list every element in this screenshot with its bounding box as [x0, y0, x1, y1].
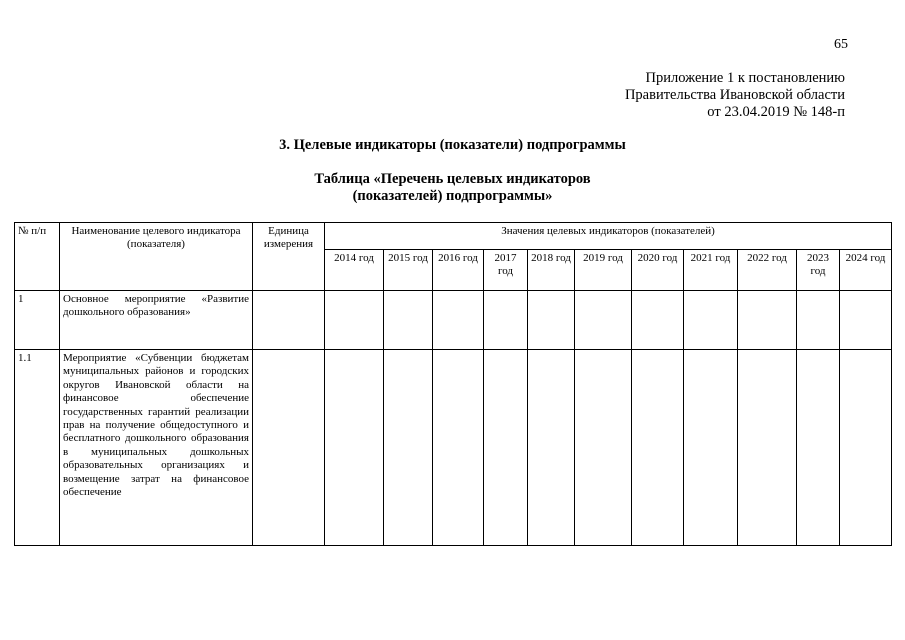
- header-num: № п/п: [15, 223, 60, 291]
- header-year: 2021 год: [684, 250, 738, 291]
- page-number: 65: [834, 37, 848, 52]
- row-value: [797, 350, 840, 546]
- row-name: Мероприятие «Субвенции бюджетам муниципальных районов и городских округов Ивановской области на финансовое обеспечение государственных гарантий реализации прав на получение общедоступного и бесплатного дошкольного образования в муниципальных дошкольных образовательных организациях и возмещение затрат на финансовое обеспечение: [60, 350, 253, 546]
- row-value: [484, 291, 528, 350]
- appendix-line-1: Приложение 1 к постановлению: [645, 70, 845, 86]
- row-num: 1.1: [15, 350, 60, 546]
- row-value: [384, 291, 433, 350]
- row-value: [684, 350, 738, 546]
- row-name: Основное мероприятие «Развитие дошкольного образования»: [60, 291, 253, 350]
- row-unit: [253, 350, 325, 546]
- header-values: Значения целевых индикаторов (показателей): [325, 223, 892, 250]
- header-unit: Единица измерения: [253, 223, 325, 291]
- appendix-line-2: Правительства Ивановской области: [624, 87, 845, 103]
- header-year: 2016 год: [433, 250, 484, 291]
- row-value: [840, 291, 892, 350]
- row-value: [484, 350, 528, 546]
- row-value: [528, 350, 575, 546]
- row-value: [575, 350, 632, 546]
- appendix-line-3: от 23.04.2019 № 148-п: [707, 104, 845, 120]
- header-year: 2024 год: [840, 250, 892, 291]
- table-row: [15, 291, 892, 350]
- row-value: [384, 350, 433, 546]
- row-value: [738, 350, 797, 546]
- row-value: [325, 291, 384, 350]
- indicators-table: [14, 222, 892, 546]
- appendix-note: [625, 70, 845, 121]
- header-year: 2018 год: [528, 250, 575, 291]
- row-unit: [253, 291, 325, 350]
- table-title: [0, 171, 905, 205]
- row-value: [433, 291, 484, 350]
- row-value: [325, 350, 384, 546]
- row-value: [684, 291, 738, 350]
- row-value: [528, 291, 575, 350]
- header-year: 2020 год: [632, 250, 684, 291]
- header-name: Наименование целевого индикатора (показателя): [60, 223, 253, 291]
- header-year: 2023 год: [797, 250, 840, 291]
- header-year: 2017 год: [484, 250, 528, 291]
- row-value: [433, 350, 484, 546]
- row-num: 1: [15, 291, 60, 350]
- header-year: 2014 год: [325, 250, 384, 291]
- table-row: [15, 350, 892, 546]
- row-value: [840, 350, 892, 546]
- row-value: [797, 291, 840, 350]
- section-title: 3. Целевые индикаторы (показатели) подпрограммы: [279, 137, 626, 153]
- table-title-line-2: (показателей) подпрограммы»: [352, 188, 553, 204]
- table-title-line-1: Таблица «Перечень целевых индикаторов: [314, 171, 591, 187]
- header-year: 2019 год: [575, 250, 632, 291]
- row-value: [738, 291, 797, 350]
- row-value: [632, 291, 684, 350]
- header-year: 2015 год: [384, 250, 433, 291]
- row-value: [632, 350, 684, 546]
- row-value: [575, 291, 632, 350]
- header-year: 2022 год: [738, 250, 797, 291]
